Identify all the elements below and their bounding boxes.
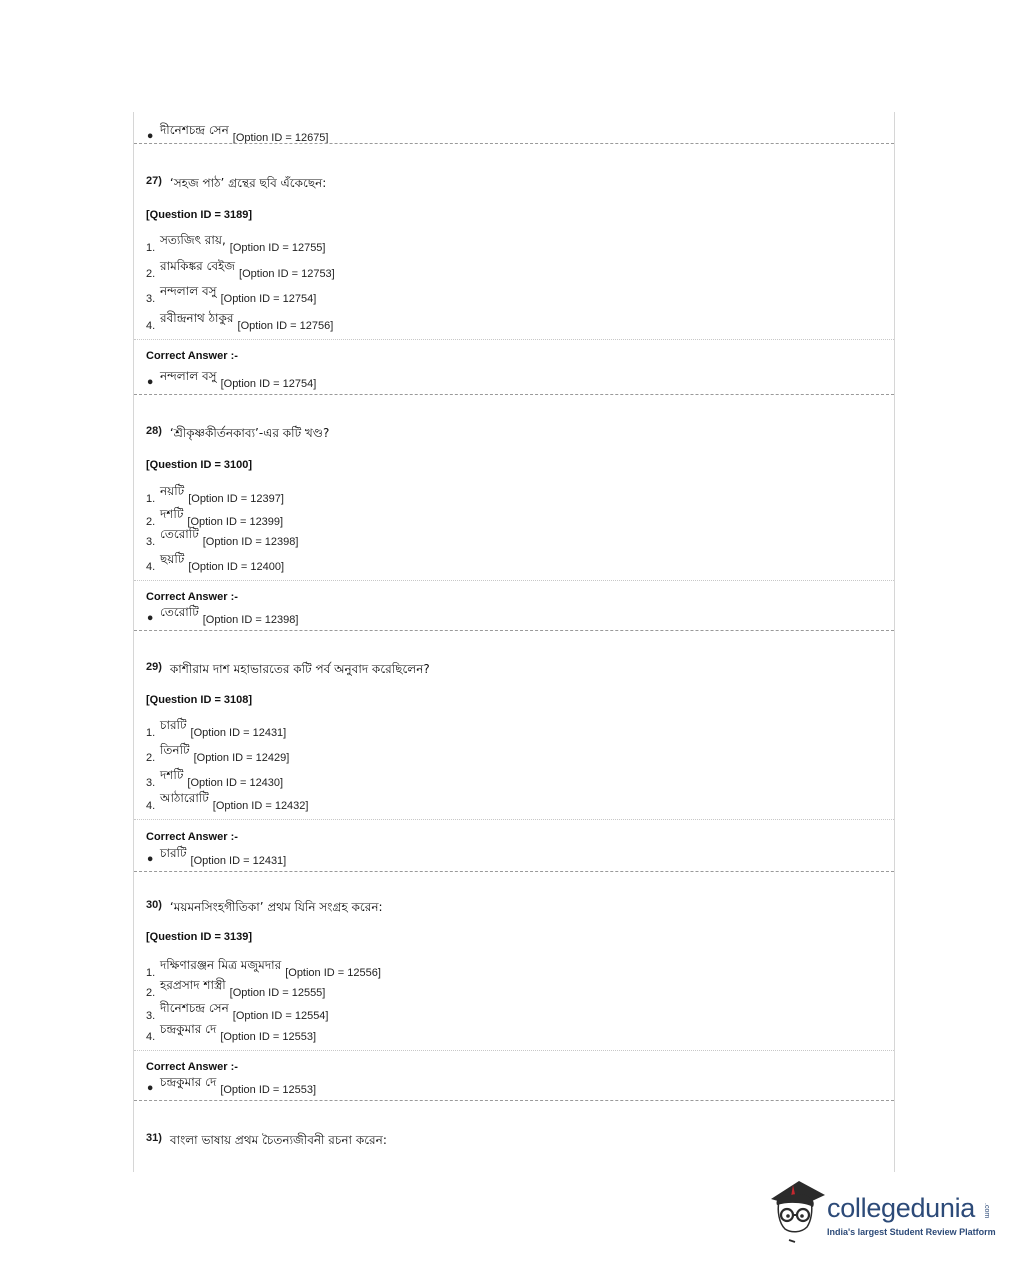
question-number: 30) — [146, 899, 162, 911]
option-id: [Option ID = 12398] — [202, 614, 299, 626]
question-id-text: [Question ID = 3189] — [146, 209, 253, 221]
option-text: দশটি — [160, 768, 184, 782]
option-id: [Option ID = 12553] — [220, 1031, 317, 1043]
option-id: [Option ID = 12756] — [237, 320, 334, 332]
option-row — [146, 233, 326, 254]
option-number: 4. — [146, 1031, 156, 1043]
answer-divider — [134, 580, 894, 581]
question-30-heading — [146, 898, 383, 914]
bullet: • — [146, 853, 155, 868]
option-number: 2. — [146, 268, 156, 280]
option-number: 2. — [146, 516, 156, 528]
question-number: 28) — [146, 425, 162, 437]
option-text: নয়টি — [160, 484, 185, 498]
option-id: [Option ID = 12754] — [220, 293, 317, 305]
option-text: ছয়টি — [160, 552, 185, 566]
option-id: [Option ID = 12553] — [220, 1084, 317, 1096]
option-id: [Option ID = 12754] — [220, 378, 317, 390]
brand-dotcom: .com — [983, 1203, 990, 1219]
question-id — [146, 927, 252, 943]
correct-answer-label — [146, 587, 238, 603]
correct-answer-item — [146, 1075, 317, 1097]
option-number: 3. — [146, 293, 156, 305]
question-number: 31) — [146, 1132, 162, 1144]
answer-text: চারটি — [160, 846, 187, 860]
question-divider — [134, 1100, 894, 1101]
option-text: দক্ষিণারঞ্জন মিত্র মজুমদার — [160, 958, 282, 972]
option-row — [146, 791, 309, 812]
option-row — [146, 958, 381, 979]
question-id — [146, 205, 252, 221]
option-id: [Option ID = 12399] — [187, 516, 284, 528]
option-row — [146, 552, 285, 573]
option-number: 2. — [146, 752, 156, 764]
brand-wordmark: collegedunia — [827, 1193, 976, 1223]
correct-answer-label-text: Correct Answer :- — [146, 350, 238, 362]
option-text: আঠারোটি — [160, 791, 209, 805]
option-text: তেরোটি — [160, 527, 199, 541]
option-number: 3. — [146, 536, 156, 548]
option-number: 1. — [146, 727, 156, 739]
option-row — [146, 743, 290, 764]
option-row — [146, 768, 284, 789]
correct-answer-item — [146, 369, 317, 391]
option-text: নন্দলাল বসু — [160, 284, 217, 298]
option-row — [146, 718, 287, 739]
option-id: [Option ID = 12555] — [229, 987, 326, 999]
option-text: দীনেশচন্দ্র সেন — [160, 1001, 229, 1015]
option-row — [146, 1001, 329, 1022]
option-number: 4. — [146, 800, 156, 812]
correct-answer-item — [146, 846, 287, 868]
question-text: ‘ময়মনসিংহগীতিকা’ প্রথম যিনি সংগ্রহ করেন: — [169, 900, 383, 914]
correct-answer-label-text: Correct Answer :- — [146, 831, 238, 843]
option-text: দশটি — [160, 507, 184, 521]
option-row — [146, 311, 334, 332]
mascot-icon — [767, 1177, 827, 1247]
option-text: তিনটি — [160, 743, 190, 757]
bullet: • — [146, 612, 155, 627]
question-text: ‘শ্রীকৃষ্ণকীর্তনকাব্য’-এর কটি খণ্ড? — [169, 426, 330, 440]
brand-tagline: India's largest Student Review Platform — [827, 1227, 996, 1237]
option-row — [146, 1022, 317, 1043]
question-31-heading — [146, 1131, 387, 1147]
collegedunia-logo — [767, 1177, 997, 1247]
correct-answer-label — [146, 346, 238, 362]
bullet: • — [146, 376, 155, 391]
option-number: 1. — [146, 242, 156, 254]
option-id: [Option ID = 12675] — [232, 132, 329, 144]
option-text: চারটি — [160, 718, 187, 732]
question-divider — [134, 394, 894, 395]
bullet: • — [146, 1082, 155, 1097]
option-text: রামকিঙ্কর বেইজ — [160, 259, 236, 273]
answer-divider — [134, 819, 894, 820]
option-row — [146, 259, 335, 280]
option-text: চন্দ্রকুমার দে — [160, 1022, 217, 1036]
option-id: [Option ID = 12554] — [232, 1010, 329, 1022]
answer-text: দীনেশচন্দ্র সেন — [160, 123, 229, 137]
option-text: সত্যজিৎ রায়, — [160, 233, 226, 247]
question-27-heading — [146, 174, 326, 190]
question-id-text: [Question ID = 3100] — [146, 459, 253, 471]
question-29-heading — [146, 660, 430, 676]
option-row — [146, 527, 299, 548]
correct-answer-label-text: Correct Answer :- — [146, 1061, 238, 1073]
answer-divider — [134, 339, 894, 340]
option-id: [Option ID = 12432] — [212, 800, 309, 812]
exam-sheet — [133, 112, 895, 1172]
option-id: [Option ID = 12397] — [188, 493, 284, 505]
option-row — [146, 484, 284, 505]
question-divider — [134, 630, 894, 631]
option-text: রবীন্দ্রনাথ ঠাকুর — [160, 311, 234, 325]
previous-correct-answer-item — [146, 123, 329, 145]
answer-divider — [134, 1050, 894, 1051]
option-number: 1. — [146, 493, 156, 505]
question-text: কাশীরাম দাশ মহাভারতের কটি পর্ব অনুবাদ করেছিলেন? — [169, 662, 430, 676]
question-id — [146, 690, 252, 706]
option-id: [Option ID = 12398] — [202, 536, 299, 548]
option-row — [146, 978, 326, 999]
bullet: • — [146, 130, 155, 145]
question-id-text: [Question ID = 3108] — [146, 694, 253, 706]
option-number: 4. — [146, 561, 156, 573]
question-divider — [134, 143, 894, 144]
question-id — [146, 455, 252, 471]
question-text: ‘সহজ পাঠ’ গ্রন্থের ছবি এঁকেছেন: — [169, 176, 327, 190]
correct-answer-label-text: Correct Answer :- — [146, 591, 238, 603]
option-id: [Option ID = 12755] — [229, 242, 326, 254]
correct-answer-item — [146, 605, 299, 627]
option-id: [Option ID = 12556] — [285, 967, 381, 979]
option-number: 3. — [146, 1010, 156, 1022]
option-row — [146, 507, 284, 528]
question-28-heading — [146, 424, 329, 440]
option-id: [Option ID = 12431] — [190, 855, 287, 867]
option-number: 4. — [146, 320, 156, 332]
option-id: [Option ID = 12431] — [190, 727, 287, 739]
option-id: [Option ID = 12429] — [193, 752, 290, 764]
correct-answer-label — [146, 1057, 238, 1073]
answer-text: তেরোটি — [160, 605, 199, 619]
option-id: [Option ID = 12400] — [188, 561, 285, 573]
question-id-text: [Question ID = 3139] — [146, 931, 253, 943]
answer-text: নন্দলাল বসু — [160, 369, 217, 383]
option-number: 1. — [146, 967, 156, 979]
question-text: বাংলা ভাষায় প্রথম চৈতন্যজীবনী রচনা করেন: — [169, 1133, 387, 1147]
option-row — [146, 284, 317, 305]
option-id: [Option ID = 12753] — [239, 268, 335, 280]
option-id: [Option ID = 12430] — [187, 777, 284, 789]
question-number: 27) — [146, 175, 162, 187]
answer-text: চন্দ্রকুমার দে — [160, 1075, 217, 1089]
question-divider — [134, 871, 894, 872]
option-text: হরপ্রসাদ শাস্ত্রী — [160, 978, 226, 992]
question-number: 29) — [146, 661, 162, 673]
option-number: 2. — [146, 987, 156, 999]
correct-answer-label — [146, 827, 238, 843]
option-number: 3. — [146, 777, 156, 789]
